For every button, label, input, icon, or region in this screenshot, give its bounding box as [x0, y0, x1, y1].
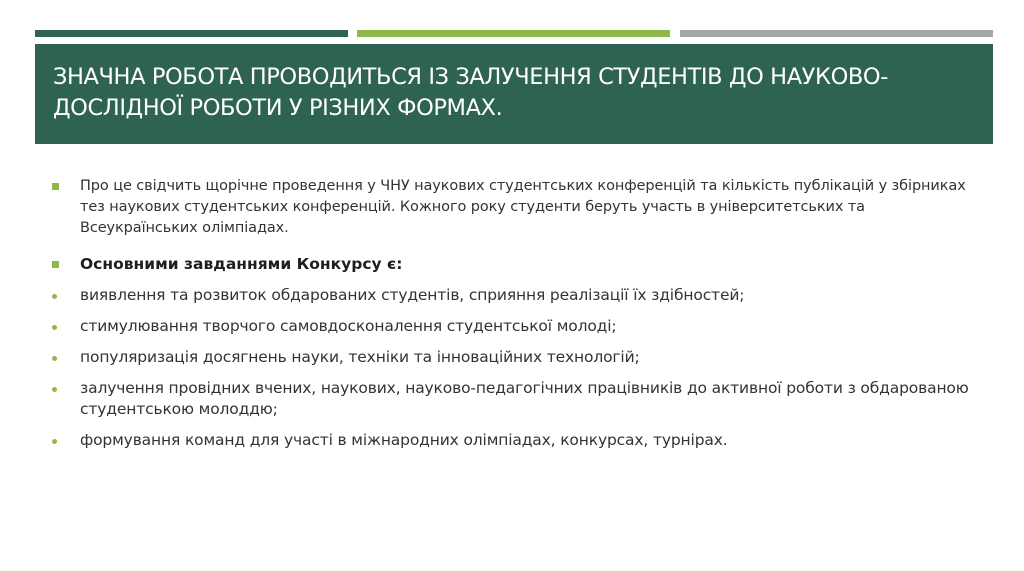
dot-bullet-icon [52, 387, 57, 392]
dot-bullet-icon [52, 439, 57, 444]
dot-bullet-icon [52, 325, 57, 330]
accent-bar-gray [680, 30, 993, 37]
square-bullet-icon [52, 183, 59, 190]
slide-content [52, 176, 977, 461]
tasks-heading [52, 254, 977, 275]
list-item-text: стимулювання творчого самовдосконалення студентської молоді; [80, 317, 617, 335]
dot-bullet-icon [52, 294, 57, 299]
list-item [52, 316, 977, 337]
intro-paragraph [52, 176, 977, 239]
list-item [52, 430, 977, 451]
accent-bar-dark-green [35, 30, 348, 37]
list-item [52, 378, 977, 420]
intro-text: Про це свідчить щорічне проведення у ЧНУ наукових студентських конференцій та кількість публікацій у збірниках тез наукових студентських конференцій. Кожного року студенти беруть участь в університетських та Всеукраїнських олімпіадах. [80, 178, 966, 236]
accent-bar-lime-green [357, 30, 670, 37]
list-item [52, 347, 977, 368]
list-item-text: формування команд для участі в міжнародних олімпіадах, конкурсах, турнірах. [80, 431, 728, 449]
title-banner [35, 44, 993, 144]
slide-title: ЗНАЧНА РОБОТА ПРОВОДИТЬСЯ ІЗ ЗАЛУЧЕННЯ СТУДЕНТІВ ДО НАУКОВО-ДОСЛІДНОЇ РОБОТИ У РІЗНИХ ФОРМАХ. [53, 64, 888, 121]
list-item [52, 285, 977, 306]
list-item-text: виявлення та розвиток обдарованих студентів, сприяння реалізації їх здібностей; [80, 286, 745, 304]
square-bullet-icon [52, 261, 59, 268]
list-item-text: залучення провідних вчених, наукових, науково-педагогічних працівників до активної роботи з обдарованою студентською молоддю; [80, 379, 969, 418]
dot-bullet-icon [52, 356, 57, 361]
list-item-text: популяризація досягнень науки, техніки та інноваційних технологій; [80, 348, 640, 366]
tasks-heading-text: Основними завданнями Конкурсу є: [80, 255, 403, 273]
